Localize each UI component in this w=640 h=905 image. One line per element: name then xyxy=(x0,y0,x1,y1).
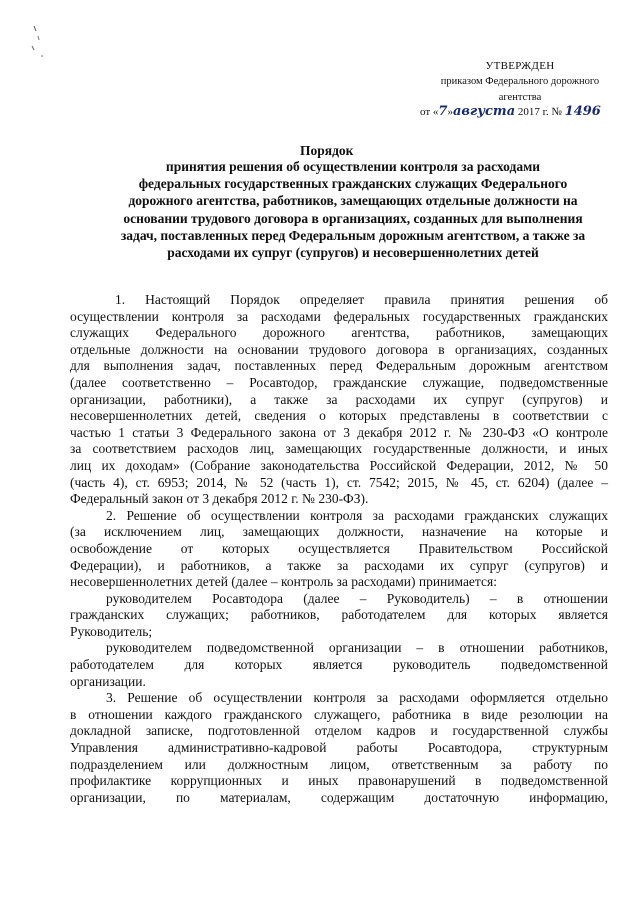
body-line: 1. Настоящий Порядок определяет правила принятия решения об xyxy=(115,292,608,307)
subtitle-line: задач, поставленных перед Федеральным дорожным агентством, а также за xyxy=(120,227,586,243)
handwritten-number: 1496 xyxy=(564,104,601,119)
subtitle-line: дорожного агентства, работников, замещающих отдельные должности на xyxy=(128,193,578,209)
body-line: организации. xyxy=(70,673,146,689)
body-line: руководителем Росавтодора (далее – Руководитель) – в отношении xyxy=(106,590,608,606)
body-line: Федеральный закон от 3 декабря 2012 г. № 230-ФЗ). xyxy=(70,491,369,507)
body-line: 2. Решение об осуществлении контроля за расходами гражданских служащих xyxy=(106,507,608,523)
body-line: осуществлении контроля за расходами федеральных государственных гражданских xyxy=(70,308,608,324)
body-line: организации, работники), а также за расходами их супруг (супругов) и xyxy=(70,391,608,407)
subtitle-line: принятия решения об осуществлении контроля за расходами xyxy=(165,159,541,174)
body-line: несовершеннолетних детей, сведения о которых представлены в соответствии с xyxy=(70,408,608,424)
body-line: докладной записке, подготовленной отделом кадров и государственной службы xyxy=(70,723,608,739)
body-line: подразделением или должностным лицом, ответственным за работу по xyxy=(70,756,608,772)
body-line: (за исключением лиц, замещающих должности, назначение на которые и xyxy=(70,524,608,540)
body-line: организации, по материалам, содержащим достаточную информацию, xyxy=(70,789,608,805)
approval-title: УТВЕРЖДЕН xyxy=(485,60,555,72)
body-line: в отношении каждого гражданского служащего, работника в виде резолюции на xyxy=(70,706,608,722)
subtitle-line: расходами их супруг (супругов) и несовершеннолетних детей xyxy=(167,245,539,261)
handwritten-day: 7 xyxy=(438,104,448,119)
approval-stamp xyxy=(425,58,615,106)
body-line: профилактике коррупционных и иных правонарушений в подведомственной xyxy=(70,773,608,789)
body-line: 3. Решение об осуществлении контроля за расходами оформляется отдельно xyxy=(106,690,608,706)
date-year: 2017 г. № xyxy=(515,106,565,118)
body-line: несовершеннолетних детей (далее – контроль за расходами) принимается: xyxy=(70,574,497,590)
scan-marks xyxy=(28,22,48,62)
body-line: Руководитель; xyxy=(70,623,153,639)
body-line: служащих Федерального дорожного агентства, работников, замещающих xyxy=(70,325,608,341)
handwritten-month: августа xyxy=(452,104,516,119)
document-subtitle xyxy=(100,158,606,261)
body-line: Управления административно-кадровой работы Росавтодора, структурным xyxy=(70,740,608,756)
body-line: руководителем подведомственной организации – в отношении работников, xyxy=(106,640,608,656)
body-line: лиц их доходам» (Собрание законодательства Российской Федерации, 2012, № 50 xyxy=(70,457,608,473)
body-line: частью 1 статьи 3 Федерального закона от 3 декабря 2012 г. № 230-ФЗ «О контроле xyxy=(70,424,608,440)
body-line: за соответствием расходов лиц, замещающих государственные должности, и иных xyxy=(70,441,608,457)
approval-line-1: приказом Федерального дорожного xyxy=(440,76,600,87)
body-line: работодателем для которых является руководитель подведомственной xyxy=(70,657,608,673)
document-title: Порядок xyxy=(300,143,354,158)
subtitle-line: основании трудового договора в организациях, созданных для выполнения xyxy=(123,210,583,226)
date-mid: » xyxy=(447,106,453,118)
body-line: Федерации), и работников, а также за расходами их супруг (супругов) и xyxy=(70,557,608,573)
subtitle-line: федеральных государственных гражданских служащих Федерального xyxy=(138,176,568,192)
body-line: для выполнения задач, поставленных перед Федеральным дорожным агентством xyxy=(70,358,608,374)
date-prefix: от « xyxy=(420,106,439,118)
approval-date xyxy=(420,104,601,119)
body-line: гражданских служащих; работников, работодателем для которых является xyxy=(70,607,608,623)
document-body xyxy=(70,292,608,806)
body-line: (часть 4), ст. 6953; 2014, № 52 (часть 1), ст. 7542; 2015, № 45, ст. 6204) (далее – xyxy=(70,474,608,490)
body-line: отдельные должности на основании трудового договора в организациях, созданных xyxy=(70,341,608,357)
body-line: (далее соответственно – Росавтодор, гражданские служащие, подведомственные xyxy=(70,374,608,390)
approval-line-2: агентства xyxy=(498,92,542,103)
body-line: освобождение от которых осуществляется Правительством Российской xyxy=(70,540,608,556)
